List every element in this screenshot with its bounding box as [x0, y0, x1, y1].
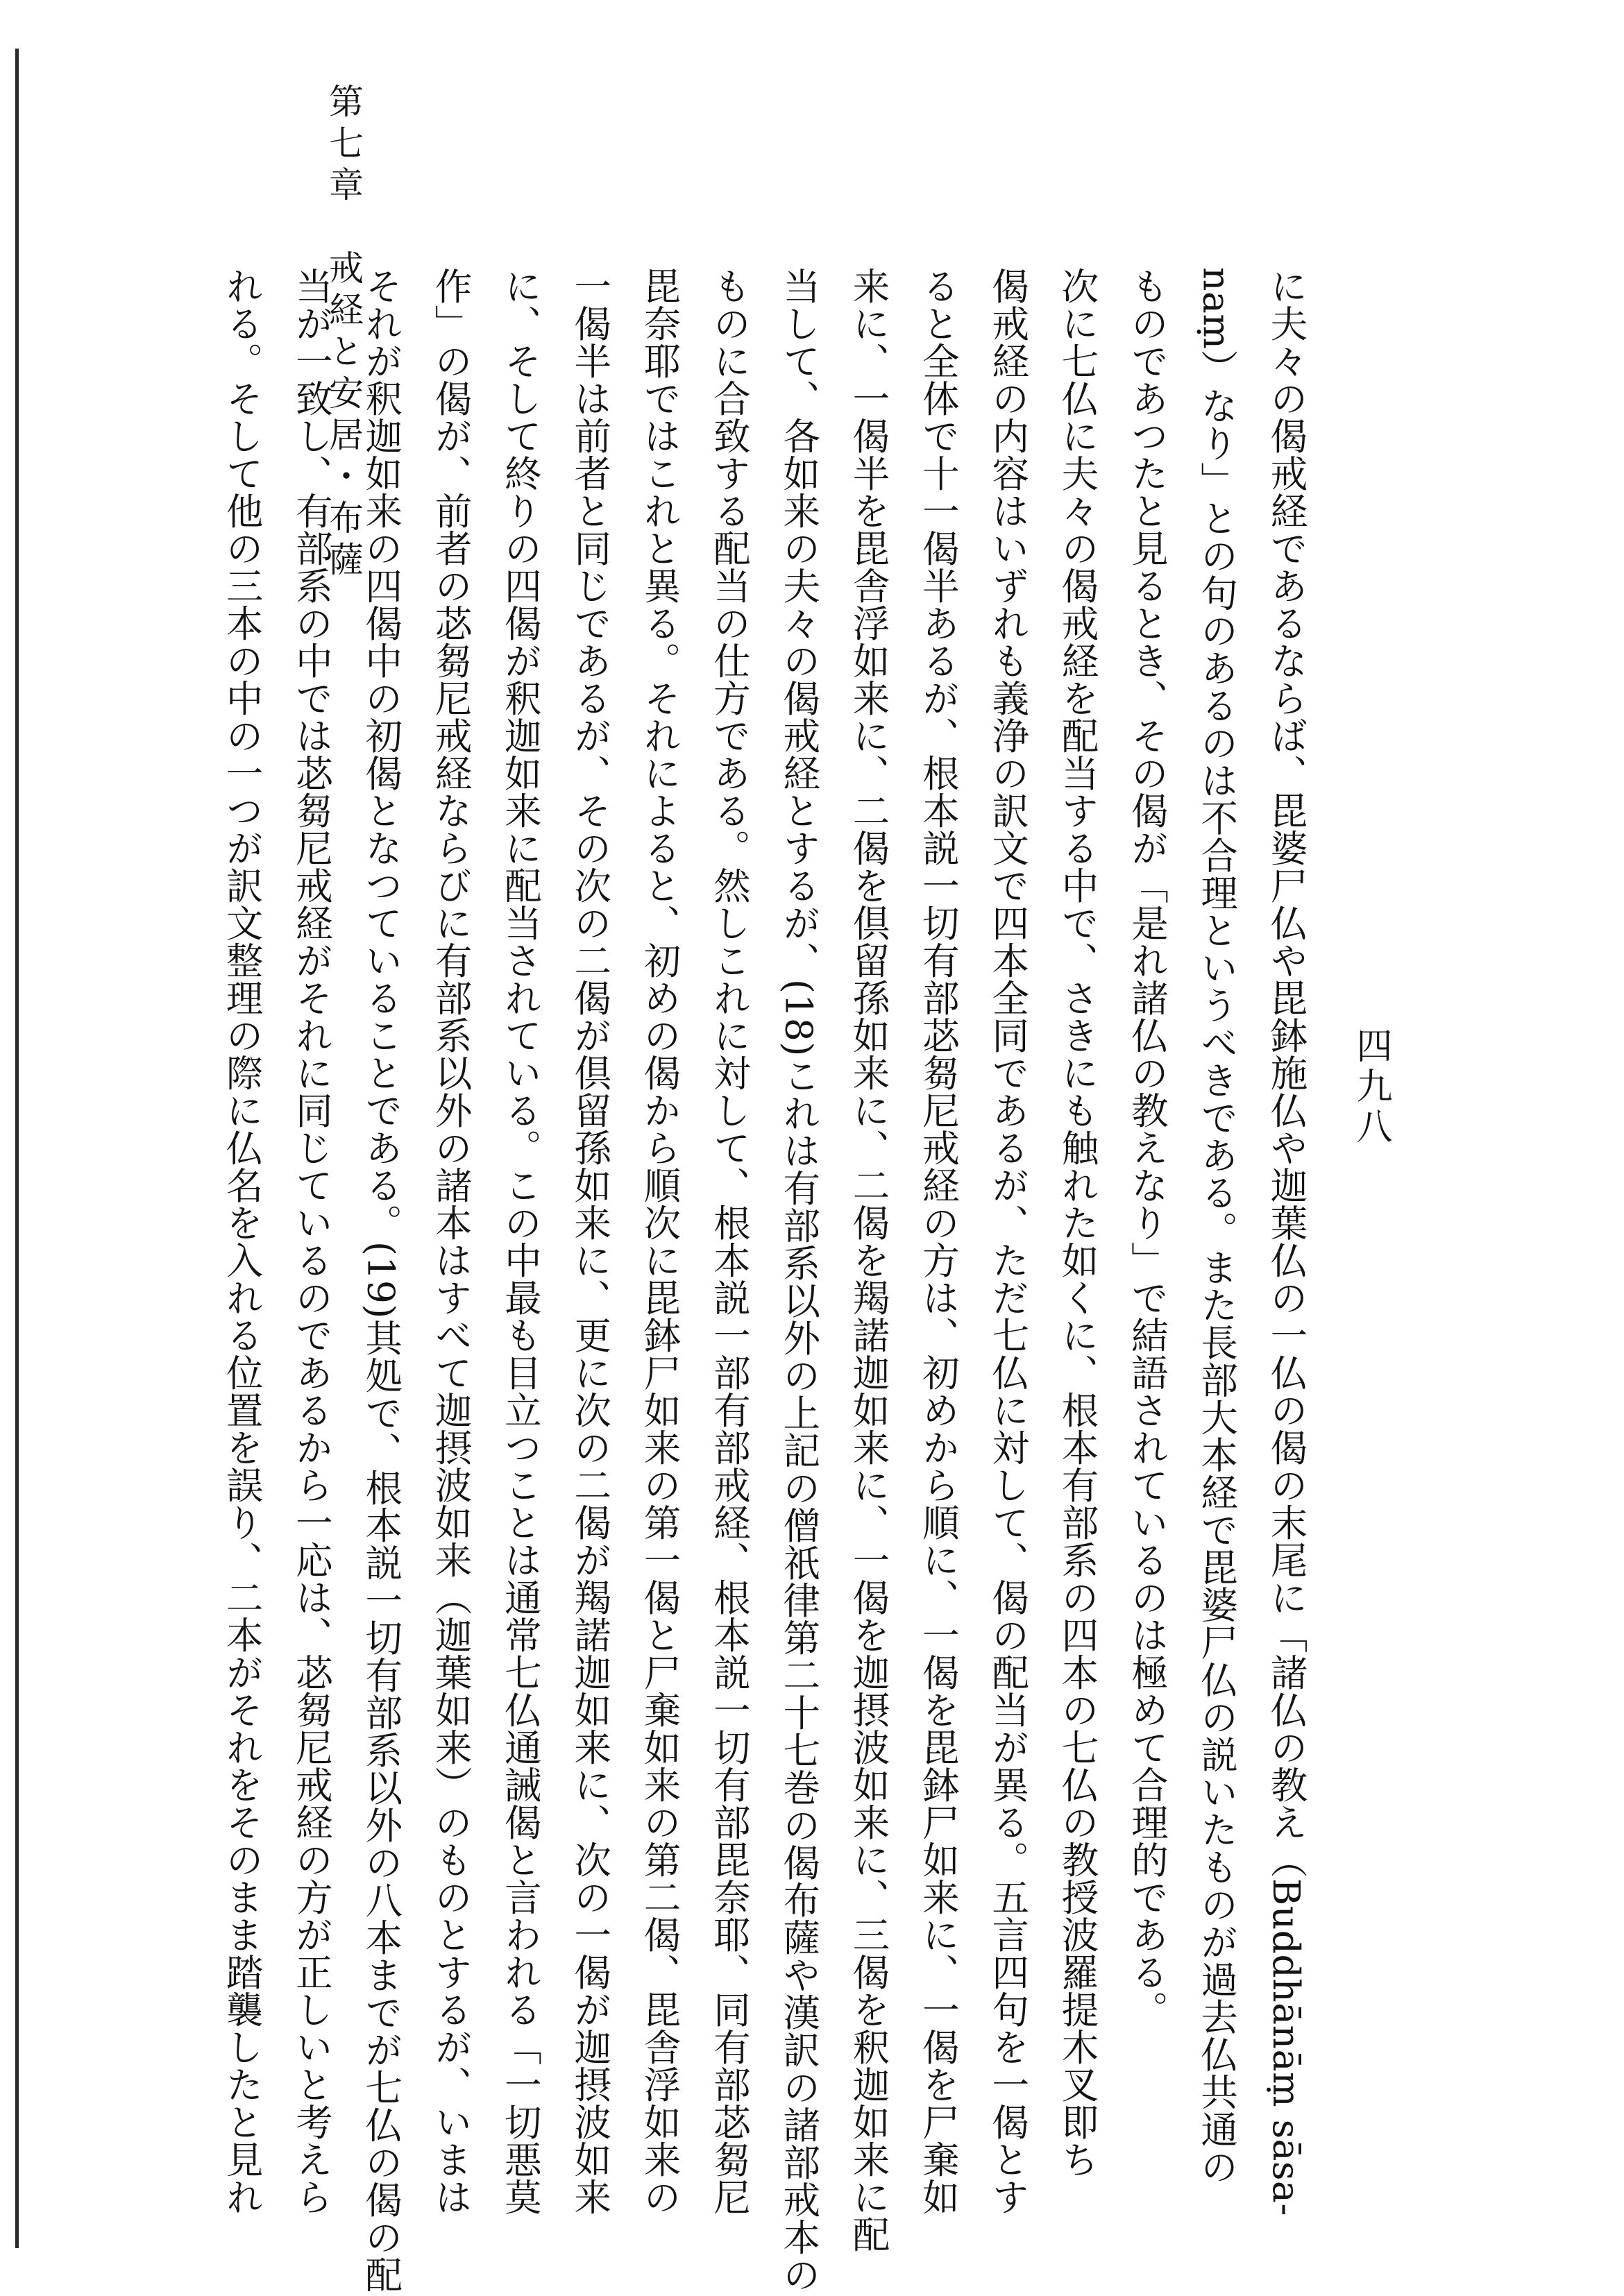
text-line: それが釈迦如来の四偈中の初偈となつていることである。(19)其処で、根本説一切有部系以外の八本までが七仏の偈の配: [359, 267, 403, 2293]
text-line: 作」の偈が、前者の苾芻尼戒経ならびに有部系以外の諸本はすべて迦摂波如来（迦葉如来）のものとするが、いまは: [429, 267, 473, 2216]
text-line: 来に、一偈半を毘舎浮如来に、二偈を倶留孫如来に、二偈を羯諾迦如来に、一偈を迦摂波如来に、三偈を釈迦如来に配: [847, 267, 891, 2253]
text-line: 次に七仏に夫々の偈戒経を配当する中で、さきにも触れた如くに、根本有部系の四本の七仏の教授波羅提木叉即ち: [1056, 267, 1100, 2178]
text-line: 偈戒経の内容はいずれも義浄の訳文で四本全同であるが、ただ七仏に対して、偈の配当が異る。五言四句を一偈とす: [986, 267, 1030, 2216]
text-line: に夫々の偈戒経であるならば、毘婆尸仏や毘鉢施仏や迦葉仏の一仏の偈の末尾に「諸仏の教え（Buddhānāṃ sāsa-: [1264, 267, 1308, 2216]
text-line: ると全体で十一偈半あるが、根本説一切有部苾芻尼戒経の方は、初めから順に、一偈を毘鉢尸如来に、一偈を尸棄如: [916, 267, 961, 2216]
text-line: に、そして終りの四偈が釈迦如来に配当されている。この中最も目立つことは通常七仏通誡偈と言われる「一切悪莫: [498, 267, 543, 2216]
text-line: ものであつたと見るとき、その偈が「是れ諸仏の教えなり」で結語されているのは極めて合理的である。: [1125, 267, 1169, 2028]
text-line: れる。そして他の三本の中の一つが訳文整理の際に仏名を入れる位置を誤り、二本がそれをそのまま踏襲したと見れ: [220, 267, 264, 2216]
text-line: naṃ）なり」との句のあるのは不合理というべきである。また長部大本経で毘婆尸仏の説いたものが過去仏共通の: [1194, 267, 1239, 2186]
running-head: 第七章 戒経と安居・布薩: [323, 83, 364, 583]
text-line: 当が一致し、有部系の中では苾芻尼戒経がそれに同じているのであるから一応は、苾芻尼戒経の方が正しいと考えら: [289, 267, 334, 2216]
text-line: 毘奈耶ではこれと異る。それによると、初めの偈から順次に毘鉢尸如来の第一偈と尸棄如来の第二偈、毘舎浮如来の: [638, 267, 682, 2216]
page-number: 四九八: [1350, 1027, 1392, 1148]
text-line: 一偈半は前者と同じであるが、その次の二偈が倶留孫如来に、更に次の二偈が羯諾迦如来に、次の一偈が迦摂波如来: [568, 267, 612, 2216]
body-text: [220, 267, 1308, 2293]
text-line: ものに合致する配当の仕方である。然しこれに対して、根本説一部有部戒経、根本説一切有部毘奈耶、同有部苾芻尼: [707, 267, 752, 2216]
text-line: 当して、各如来の夫々の偈戒経とするが、(18)これは有部系以外の上記の僧祇律第二十七巻の偈布薩や漢訳の諸部戒本の: [777, 267, 821, 2293]
binding-edge-line: [15, 49, 19, 2248]
